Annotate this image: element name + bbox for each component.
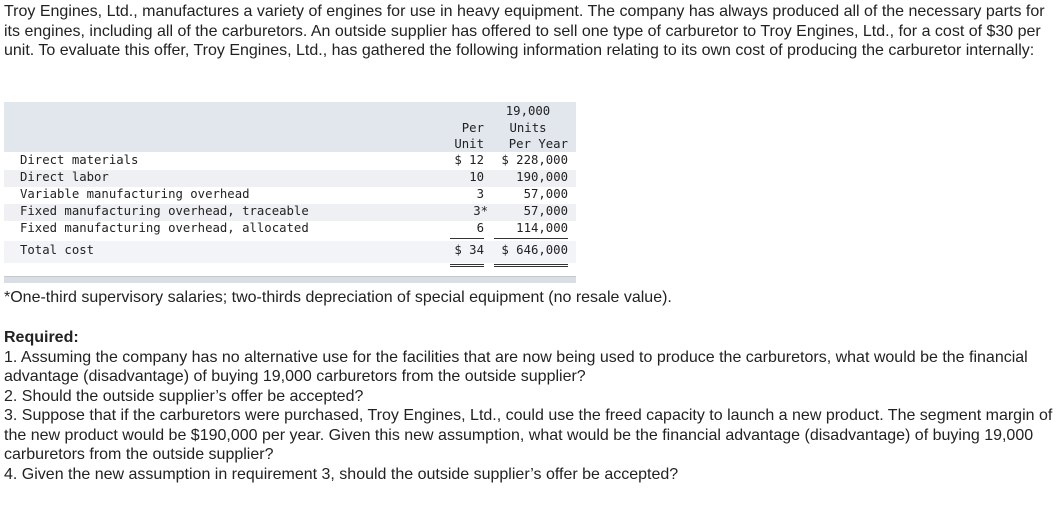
header-unit: Unit [454, 137, 484, 151]
cost-table [4, 102, 576, 272]
total-per-year: $ 646,000 [501, 243, 568, 257]
requirement-item: 1. Assuming the company has no alternative use for the facilities that are now being used to produce the carburetors, what would be the financial advantage (disadvantage) of buying 19,000 carburetors from the outside supplier? [4, 348, 1028, 385]
total-label: Total cost [20, 243, 95, 257]
subtotal-rule-year [494, 238, 568, 239]
row-per-year: 57,000 [523, 187, 568, 201]
table-row [4, 187, 576, 204]
row-per-unit: 10 [469, 170, 484, 184]
row-per-unit: 3 [476, 187, 484, 201]
row-per-year: $ 228,000 [501, 153, 568, 167]
subtotal-rule-unit [450, 238, 484, 239]
row-per-year: 114,000 [516, 221, 568, 235]
row-per-unit: 6 [476, 221, 484, 235]
requirement-item: 4. Given the new assumption in requirement 3, should the outside supplier’s offer be accepted? [4, 465, 679, 483]
footnote: *One-third supervisory salaries; two-thirds depreciation of special equipment (no resale value). [4, 289, 672, 306]
total-per-unit: $ 34 [454, 243, 484, 257]
table-row [4, 170, 576, 187]
table-row [4, 153, 576, 170]
requirements [4, 328, 1059, 484]
intro-paragraph: Troy Engines, Ltd., manufactures a variety of engines for use in heavy equipment. The company has always produced all of the necessary parts for its engines, including all of the carburetors. An outside supplier has offered to sell one type of carburetor to Troy Engines, Ltd., for a cost of $30 per unit. To evaluate this offer, Troy Engines, Ltd., has gathered the following information relating to its own cost of producing the carburetor internally: [4, 3, 1045, 59]
row-per-year: 57,000 [523, 204, 568, 218]
total-row [4, 241, 576, 263]
table-row [4, 204, 576, 221]
total-double-rule-unit-a [450, 264, 484, 265]
required-heading: Required: [4, 329, 79, 346]
row-label: Direct labor [20, 170, 109, 184]
row-per-unit: 3* [473, 204, 488, 218]
row-label: Fixed manufacturing overhead, traceable [20, 204, 309, 218]
header-per: Per [461, 121, 484, 135]
requirement-item: 3. Suppose that if the carburetors were purchased, Troy Engines, Ltd., could use the freed capacity to launch a new product. The segment margin of the new product would be $190,000 per year. Given this new assumption, what would be the financial advantage (disadvantage) of buying 19,000 carburetors from the outside supplier? [4, 407, 1053, 463]
row-per-year: 190,000 [516, 170, 568, 184]
table-scrollbar[interactable] [4, 276, 576, 283]
total-double-rule-year-a [494, 264, 568, 265]
row-label: Variable manufacturing overhead [20, 187, 250, 201]
total-double-rule-year-b [494, 266, 568, 267]
row-label: Direct materials [20, 153, 139, 167]
header-per-year: Per Year [508, 137, 568, 151]
total-double-rule-unit-b [450, 266, 484, 267]
header-units: Units [509, 121, 547, 135]
header-units-count: 19,000 [505, 104, 551, 118]
row-label: Fixed manufacturing overhead, allocated [20, 221, 309, 235]
table-row [4, 221, 576, 238]
requirement-item: 2. Should the outside supplier’s offer be accepted? [4, 387, 364, 405]
row-per-unit: $ 12 [454, 153, 484, 167]
